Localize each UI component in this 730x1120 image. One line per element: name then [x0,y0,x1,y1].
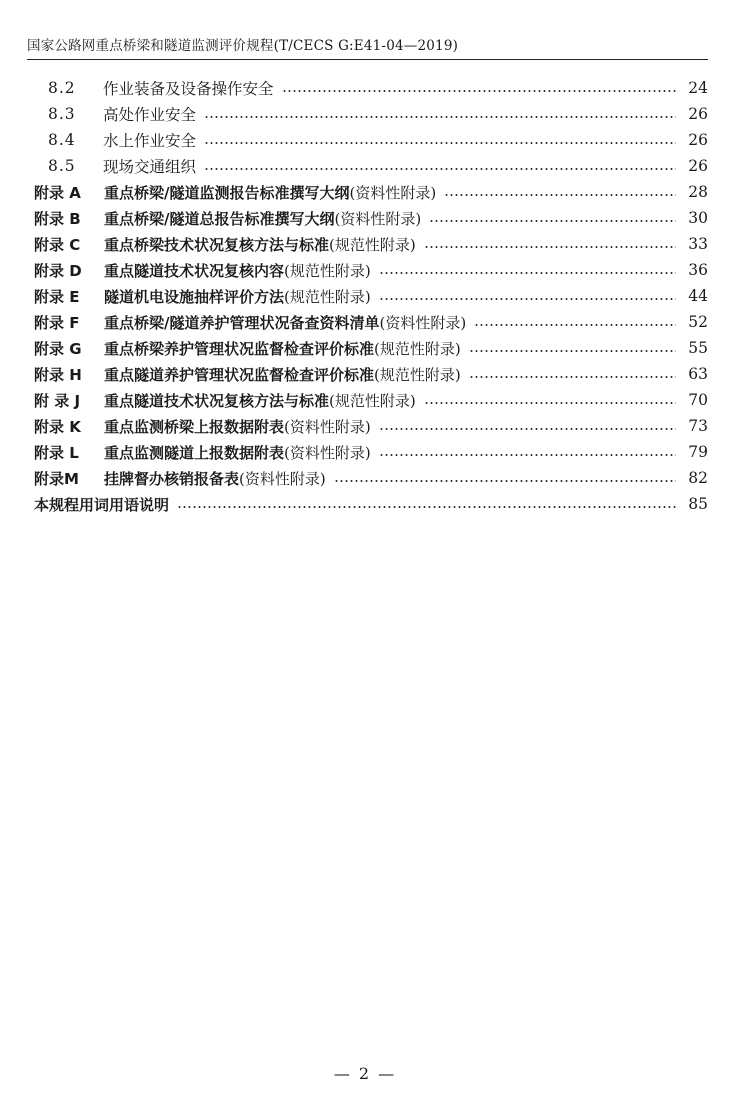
toc-entry-note: (规范性附录) [329,235,416,254]
toc-entry-note: (规范性附录) [374,365,461,384]
toc-entry-appendix-j[interactable] [0,387,730,413]
toc-entry-note: (规范性附录) [329,391,416,410]
toc-entry-title-text: 重点监测隧道上报数据附表 [104,443,285,462]
toc-entry-title [104,286,371,307]
toc-entry-number: 附录 A [34,183,81,202]
toc-entry-appendix-k[interactable] [0,413,730,439]
page-number: — 2 — [333,1064,397,1083]
toc-entry-appendix-l[interactable] [0,439,730,465]
dot-leader [379,454,676,456]
toc-entry-title: 现场交通组织 [103,158,197,176]
toc-entry-title-text: 重点桥梁/隧道监测报告标准撰写大纲 [104,183,350,202]
toc-entry-title-text: 重点隧道技术状况复核内容 [104,261,285,280]
toc-entry-appendix-e[interactable] [0,283,730,309]
toc-entry-page: 55 [688,339,708,357]
toc-entry-appendix-g[interactable] [0,335,730,361]
toc-entry-number: 8.3 [48,105,76,123]
dot-leader [379,298,676,300]
toc-entry-number: 8.5 [48,157,76,175]
toc-entry-title [104,390,416,411]
toc-entry-title [104,364,461,385]
toc-entry-page: 33 [688,235,708,253]
toc-entry-title-text: 挂牌督办核销报备表 [104,469,240,488]
toc-entry-number: 附录 L [34,443,79,462]
toc-entry-title-text: 重点桥梁技术状况复核方法与标准 [104,235,330,254]
toc-entry-title [104,260,371,281]
toc-entry-page: 26 [688,105,708,123]
toc-entry-page: 36 [688,261,708,279]
dot-leader [444,194,676,196]
toc-entry-page: 82 [688,469,708,487]
toc-entry-title-text: 重点桥梁养护管理状况监督检查评价标准 [104,339,375,358]
toc-entry-appendix-a[interactable] [0,179,730,205]
toc-entry-number: 附录 F [34,313,80,332]
dot-leader [474,324,676,326]
toc-entry-number: 附录 H [34,365,82,384]
toc-entry-title [104,208,421,229]
dot-leader [469,376,676,378]
toc-entry-page: 70 [688,391,708,409]
dot-leader [204,168,676,170]
dot-leader [204,116,676,118]
toc-entry-number: 附录 C [34,235,81,254]
toc-entry-page: 26 [688,131,708,149]
toc-entry-number: 附录 G [34,339,82,358]
toc-entry-note: (资料性附录) [379,313,467,332]
toc-entry-appendix-c[interactable] [0,231,730,257]
toc-entry-page: 73 [688,417,708,435]
toc-entry-title [104,234,416,255]
running-header: 国家公路网重点桥梁和隧道监测评价规程(T/CECS G:E41-04—2019) [27,38,459,54]
toc-entry-title-text: 隧道机电设施抽样评价方法 [104,287,285,306]
toc-entry-title: 高处作业安全 [103,106,197,124]
toc-entry-note: (资料性附录) [349,183,437,202]
toc-entry-note: (资料性附录) [284,443,371,462]
dot-leader [282,90,676,92]
toc-entry-page: 52 [688,313,708,331]
toc-entry-8-5[interactable] [0,153,730,179]
toc-entry-title: 作业装备及设备操作安全 [103,80,274,98]
toc-entry-title-text: 重点监测桥梁上报数据附表 [104,417,285,436]
toc-entry-number: 附录 K [34,417,81,436]
toc-entry-number: 附录 E [34,287,80,306]
dot-leader [424,246,676,248]
toc-entry-appendix-f[interactable] [0,309,730,335]
toc-entry-number: 8.4 [48,131,76,149]
toc-entry-number: 附录M [34,469,79,488]
toc-entry-note: (规范性附录) [284,261,371,280]
toc-entry-appendix-h[interactable] [0,361,730,387]
toc-entry-8-3[interactable] [0,101,730,127]
toc-entry-number: 附录 D [34,261,82,280]
toc-entry-number: 附录 B [34,209,81,228]
toc-entry-page: 79 [688,443,708,461]
toc-entry-note: (规范性附录) [284,287,371,306]
toc-entry-page: 24 [688,79,708,97]
toc-entry-title-text: 重点桥梁/隧道养护管理状况备查资料清单 [104,313,380,332]
dot-leader [429,220,676,222]
header-divider [27,59,708,60]
toc-entry-title [104,442,371,463]
toc-entry-appendix-b[interactable] [0,205,730,231]
toc-entry-title-text: 重点隧道养护管理状况监督检查评价标准 [104,365,375,384]
toc-entry-title: 本规程用词用语说明 [34,495,170,514]
toc-entry-title [104,312,466,333]
toc-entry-title: 水上作业安全 [103,132,197,150]
dot-leader [334,480,676,482]
toc-entry-note: (资料性附录) [284,417,371,436]
toc-entry-title-text: 重点桥梁/隧道总报告标准撰写大纲 [104,209,335,228]
toc-entry-page: 63 [688,365,708,383]
toc-entry-8-4[interactable] [0,127,730,153]
dot-leader [469,350,676,352]
toc-entry-appendix-m[interactable] [0,465,730,491]
toc-entry-note: (规范性附录) [374,339,461,358]
dot-leader [379,272,676,274]
toc-entry-number: 8.2 [48,79,76,97]
dot-leader [424,402,676,404]
toc-entry-note: (资料性附录) [239,469,326,488]
toc-entry-title [104,468,326,489]
toc-entry-title [104,416,371,437]
toc-entry-appendix-d[interactable] [0,257,730,283]
toc-entry-page: 26 [688,157,708,175]
toc-entry-page: 44 [688,287,708,305]
toc-entry-title [104,338,461,359]
toc-entry-number: 附 录 J [34,391,81,410]
dot-leader [379,428,676,430]
toc-entry-note: (资料性附录) [334,209,422,228]
dot-leader [204,142,676,144]
toc-entry-page: 28 [688,183,708,201]
toc-entry-title [104,182,436,203]
toc-entry-page: 30 [688,209,708,227]
toc-entry-page: 85 [688,495,708,513]
toc-entry-title-text: 重点隧道技术状况复核方法与标准 [104,391,330,410]
toc-entry-terminology[interactable] [0,491,730,517]
toc-entry-8-2[interactable] [0,75,730,101]
dot-leader [177,506,676,508]
